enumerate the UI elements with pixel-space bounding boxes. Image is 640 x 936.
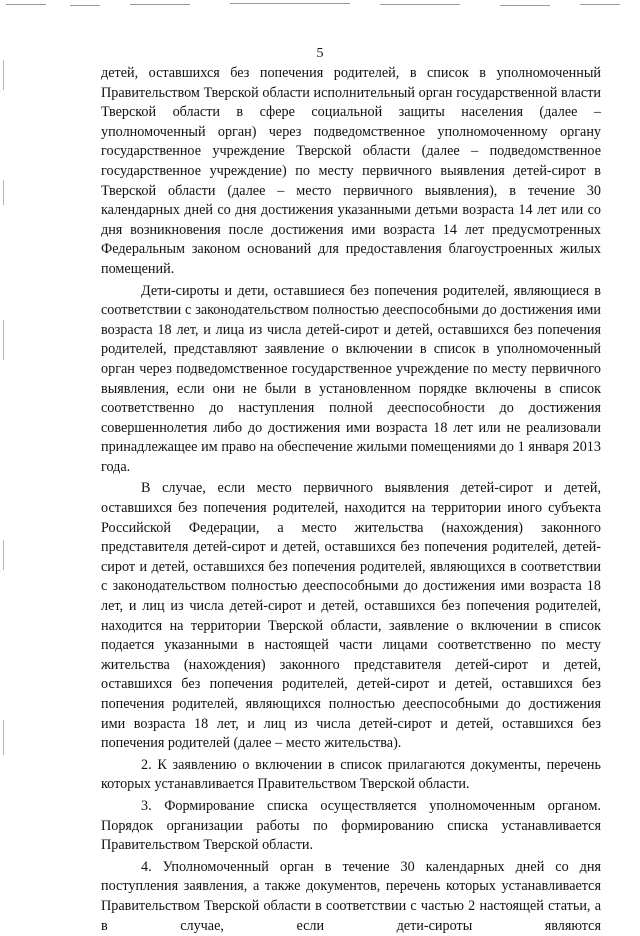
page-number: 5 bbox=[316, 46, 324, 61]
document-body bbox=[101, 64, 601, 936]
paragraph-item-3: 3. Формирование списка осуществляется уполномоченным органом. Порядок организации работы по формированию списка устанавливается Правительством Тверской области. bbox=[101, 797, 601, 854]
paragraph-item-4: 4. Уполномоченный орган в течение 30 календарных дней со дня поступления заявления, а также документов, перечень которых устанавливается Правительством Тверской области в соответствии с частью 2 настоящей статьи, а в случае, если дети-сироты являются bbox=[101, 858, 601, 934]
paragraph-orphans-full-capacity: Дети-сироты и дети, оставшиеся без попечения родителей, являющиеся в соответствии с законодательством полностью дееспособными до достижения ими возраста 18 лет, и лица из числа детей-сирот и детей, оставшихся без попечения родителей, представляют заявление о включении в список в уполномоченный орган через подведомственное государственное учреждение по месту первичного выявления, если они не были в установленном порядке включены в список соответственно до наступления полной дееспособности до достижения совершеннолетия либо до достижения ими возраста 18 лет или не реализовали принадлежащее им право на обеспечение жилыми помещениями до 1 января 2013 года. bbox=[101, 282, 601, 475]
scan-edge-left bbox=[3, 20, 5, 840]
paragraph-other-subject: В случае, если место первичного выявления детей-сирот и детей, оставшихся без попечения родителей, находится на территории иного субъекта Российской Федерации, а место жительства (нахождения) законного представителя детей-сирот и детей, оставшихся без попечения родителей, детей-сирот и детей, оставшихся без попечения родителей, являющихся в соответствии с законодательством полностью дееспособными до достижения ими возраста 18 лет, и лиц из числа детей-сирот и детей, оставшихся без попечения родителей, находится на территории Тверской области, заявление о включении в список подается указанными в настоящей части лицами соответственно по месту жительства (нахождения) законного представителя детей-сирот и детей, оставшихся без попечения родителей, детей-сирот и детей, оставшихся без попечения родителей, являющихся полностью дееспособными до достижения ими возраста 18 лет, и лиц из числа детей-сирот и детей, оставшихся без попечения родителей (далее – место жительства). bbox=[101, 480, 601, 752]
paragraph-item-2: 2. К заявлению о включении в список прилагаются документы, перечень которых устанавливается Правительством Тверской области. bbox=[101, 756, 601, 793]
scan-edge-top bbox=[0, 0, 640, 10]
paragraph-continuation: детей, оставшихся без попечения родителей, в список в уполномоченный Правительством Тверской области исполнительный орган государственной власти Тверской области в сфере социальной защиты населения (далее – уполномоченный орган) через подведомственное уполномоченному органу государственное учреждение Тверской области (далее – подведомственное государственное учреждение) по месту первичного выявления детей-сирот в Тверской области (далее – место первичного выявления), в течение 30 календарных дней со дня достижения указанными детьми возраста 14 лет или со дня возникновения после достижения ими возраста 14 лет предусмотренных Федеральным законом оснований для предоставления благоустроенных жилых помещений. bbox=[101, 65, 601, 277]
